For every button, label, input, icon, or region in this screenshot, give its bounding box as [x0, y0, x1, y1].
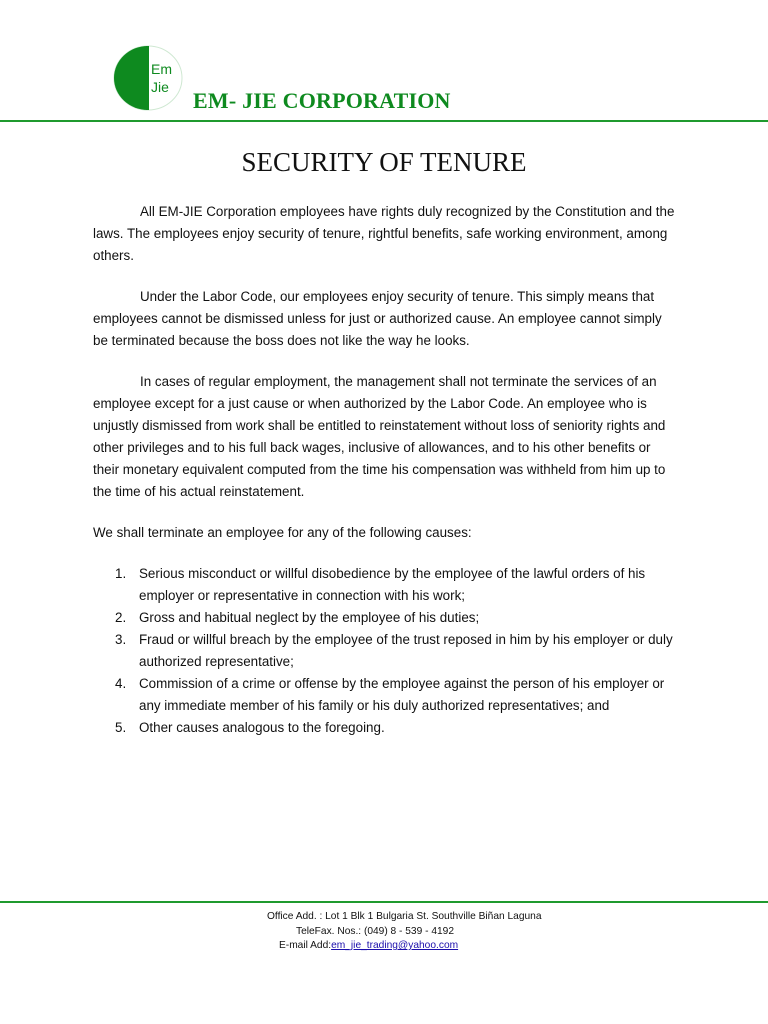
list-item-text: Fraud or willful breach by the employee of the trust reposed in him by his employer or duly authorized representative; [139, 632, 673, 669]
office-address: Office Add. : Lot 1 Blk 1 Bulgaria St. Southville Biñan Laguna [267, 911, 542, 922]
paragraph-labor-code: Under the Labor Code, our employees enjoy security of tenure. This simply means that employees cannot be dismissed unless for just or authorized cause. An employee cannot simply be terminated because the boss does not like the way he looks. [93, 289, 662, 348]
paragraph-regular-employment: In cases of regular employment, the management shall not terminate the services of an employee except for a just cause or when authorized by the Labor Code. An employee who is unjustly dismissed from work shall be entitled to reinstatement without loss of seniority rights and other privileges and to his full back wages, inclusive of allowances, and to his other benefits or their monetary equivalent computed from the time his compensation was withheld from him up to the time of his actual reinstatement. [93, 374, 666, 499]
telefax-numbers: TeleFax. Nos.: (049) 8 - 539 - 4192 [296, 925, 454, 937]
list-item-number: 2. [115, 610, 127, 625]
list-item-number: 1. [115, 566, 127, 581]
termination-causes-list [93, 563, 678, 739]
document-body [93, 201, 678, 739]
list-item-text: Gross and habitual neglect by the employee of his duties; [139, 610, 480, 625]
header-divider [0, 120, 768, 122]
paragraph-rights: All EM-JIE Corporation employees have rights duly recognized by the Constitution and the laws. The employees enjoy security of tenure, rightful benefits, safe working environment, among others. [93, 204, 675, 263]
company-logo [113, 45, 183, 111]
logo-text-em: Em [151, 61, 172, 77]
company-name: EM- JIE CORPORATION [193, 88, 451, 113]
list-item-number: 5. [115, 720, 127, 735]
list-item [93, 673, 678, 717]
document-title: SECURITY OF TENURE [241, 147, 527, 177]
logo-emblem-icon [113, 45, 183, 111]
list-item-text: Serious misconduct or willful disobedience by the employee of the lawful orders of his employer or representative in connection with his work; [139, 566, 646, 603]
email-label: E-mail Add: [279, 940, 332, 951]
list-item [93, 607, 678, 629]
footer-divider [0, 901, 768, 903]
list-item [93, 717, 678, 739]
list-item [93, 629, 678, 673]
email-link[interactable]: em_jie_trading@yahoo.com [331, 940, 459, 951]
email-line [0, 939, 768, 954]
list-item-number: 4. [115, 676, 127, 691]
list-item [93, 563, 678, 607]
logo-text-jie: Jie [151, 79, 169, 95]
list-item-text: Commission of a crime or offense by the employee against the person of his employer or any immediate member of his family or his duly authorized representatives; and [139, 676, 665, 713]
footer [0, 910, 768, 954]
list-item-number: 3. [115, 632, 127, 647]
list-intro: We shall terminate an employee for any of the following causes: [93, 525, 472, 540]
list-item-text: Other causes analogous to the foregoing. [139, 720, 385, 735]
